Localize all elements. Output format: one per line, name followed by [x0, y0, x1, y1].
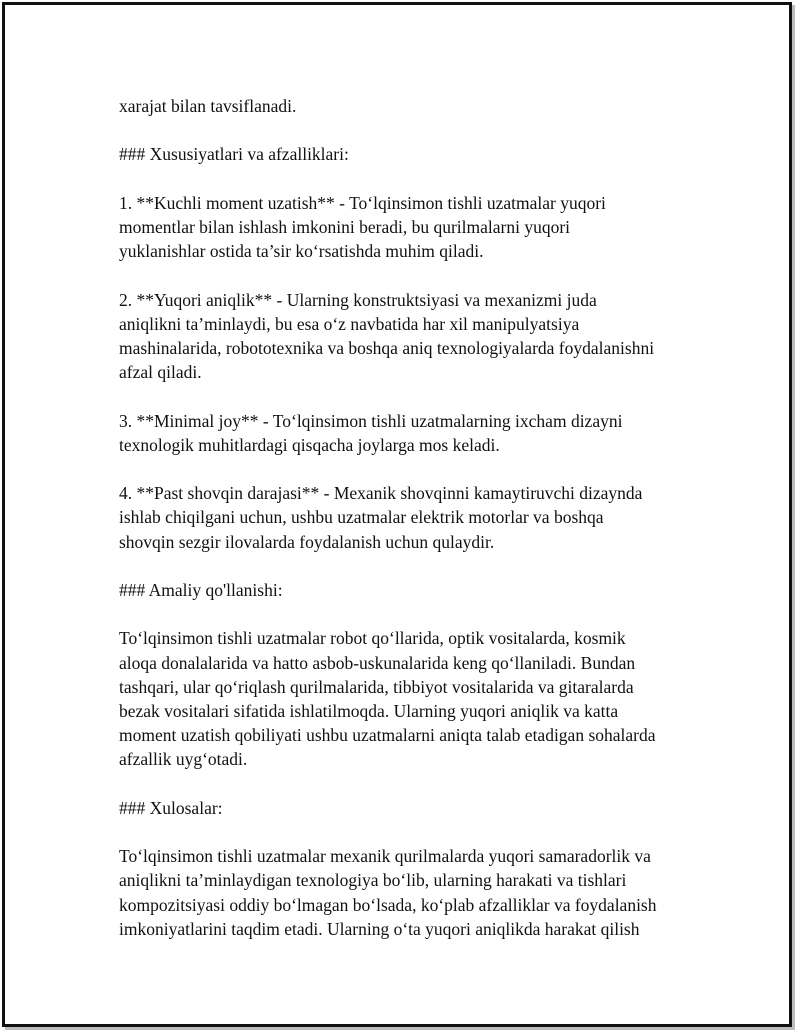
text-line: moment uzatish qobiliyati ushbu uzatmalarni aniqta talab etadigan sohalarda	[119, 725, 656, 746]
section-heading	[119, 142, 694, 166]
text-line: ### Xususiyatlari va afzalliklari:	[119, 144, 349, 165]
text-line: mashinalarida, robototexnika va boshqa aniq texnologiyalarda foydalanishni	[119, 337, 655, 358]
text-line: xarajat bilan tavsiflanadi.	[119, 96, 297, 116]
text-line: ### Amaliy qo'llanishi:	[119, 579, 283, 600]
text-line: texnologik muhitlardagi qisqacha joylarga mos keladi.	[119, 434, 500, 455]
text-line: aniqlikni ta’minlaydigan texnologiya bo‘lib, ularning harakati va tishlari	[119, 870, 627, 891]
section-heading	[119, 796, 694, 820]
paragraph	[119, 481, 694, 554]
text-line: bezak vositalari sifatida ishlatilmoqda. Ularning yuqori aniqlik va katta	[119, 700, 619, 721]
text-line: ishlab chiqilgani uchun, ushbu uzatmalar elektrik motorlar va boshqa	[119, 507, 604, 528]
text-line: ### Xulosalar:	[119, 797, 223, 818]
text-line: afzallik uyg‘otadi.	[119, 749, 248, 770]
paragraph	[119, 191, 694, 264]
text-line: yuklanishlar ostida ta’sir ko‘rsatishda muhim qiladi.	[119, 241, 484, 262]
text-line: 1. **Kuchli moment uzatish** - To‘lqinsimon tishli uzatmalar yuqori	[119, 192, 606, 213]
text-line: 4. **Past shovqin darajasi** - Mexanik shovqinni kamaytiruvchi dizaynda	[119, 483, 643, 504]
text-line: imkoniyatlarini taqdim etadi. Ularning o‘ta yuqori aniqlikda harakat qilish	[119, 918, 640, 939]
paragraph	[119, 288, 694, 385]
text-line: aniqlikni ta’minlaydi, bu esa o‘z navbatida har xil manipulyatsiya	[119, 313, 580, 334]
text-line: 3. **Minimal joy** - To‘lqinsimon tishli uzatmalarning ixcham dizayni	[119, 410, 623, 431]
text-line: To‘lqinsimon tishli uzatmalar mexanik qurilmalarda yuqori samaradorlik va	[119, 846, 651, 867]
text-line: kompozitsiyasi oddiy bo‘lmagan bo‘lsada, ko‘plab afzalliklar va foydalanish	[119, 894, 657, 915]
document-page	[2, 2, 792, 1027]
text-line: shovqin sezgir ilovalarda foydalanish uchun qulaydir.	[119, 531, 495, 552]
text-line: momentlar bilan ishlash imkonini beradi, bu qurilmalarni yuqori	[119, 216, 571, 237]
paragraph	[119, 94, 694, 118]
text-line: 2. **Yuqori aniqlik** - Ularning konstruktsiyasi va mexanizmi juda	[119, 289, 597, 310]
section-heading	[119, 578, 694, 602]
paragraph	[119, 626, 694, 771]
paragraph	[119, 409, 694, 457]
text-line: tashqari, ular qo‘riqlash qurilmalarida, tibbiyot vositalarida va gitaralarda	[119, 676, 634, 697]
document-body	[119, 94, 694, 965]
text-line: aloqa donalalarida va hatto asbob-uskunalarida keng qo‘llaniladi. Bundan	[119, 652, 636, 673]
paragraph	[119, 844, 694, 941]
text-line: To‘lqinsimon tishli uzatmalar robot qo‘llarida, optik vositalarda, kosmik	[119, 628, 626, 649]
text-line: afzal qiladi.	[119, 362, 202, 383]
